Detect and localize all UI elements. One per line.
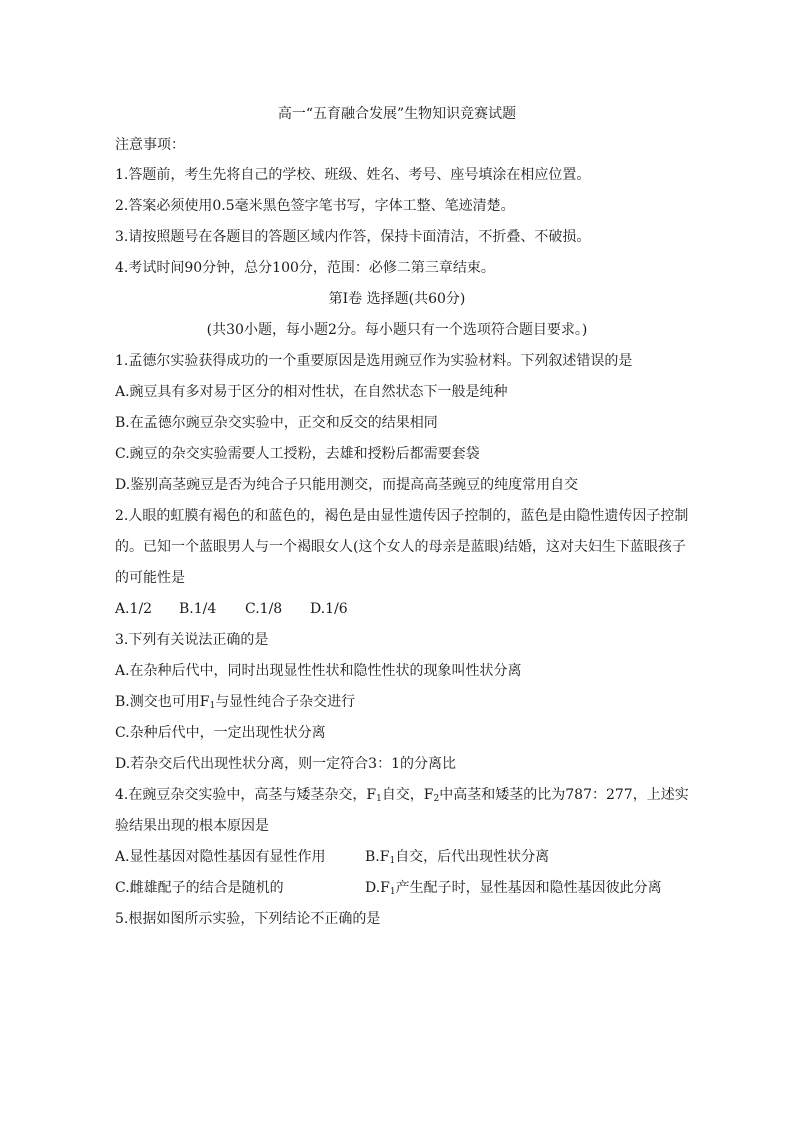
question-2-option-d: D.1/6 bbox=[310, 601, 348, 617]
q3-b-text: 与显性纯合子杂交进行 bbox=[215, 694, 356, 710]
question-2-options bbox=[115, 600, 348, 618]
subscript: 1 bbox=[376, 794, 382, 804]
exam-title: 高一“五育融合发展”生物知识竞赛试题 bbox=[277, 106, 517, 122]
notice-item: 3.请按照题号在各题目的答题区域内作答，保持卡面清洁，不折叠、不破损。 bbox=[115, 229, 591, 245]
subscript: 1 bbox=[389, 856, 396, 866]
question-2-option-c: C.1/8 bbox=[245, 601, 283, 617]
q4-text: 自交，F bbox=[381, 787, 434, 803]
question-2-stem-line: 的可能性是 bbox=[115, 570, 185, 586]
q4-text: 产生配子时，显性基因和隐性基因彼此分离 bbox=[395, 880, 662, 896]
notice-item: 1.答题前，考生先将自己的学校、班级、姓名、考号、座号填涂在相应位置。 bbox=[115, 167, 591, 183]
question-4-option-b bbox=[365, 849, 549, 865]
q4-text: D.F bbox=[365, 880, 390, 896]
question-2-option-a: A.1/2 bbox=[115, 601, 153, 617]
question-1-option-c: C.豌豆的杂交实验需要人工授粉，去雄和授粉后都需要套袋 bbox=[115, 446, 480, 462]
notice-item: 2.答案必须使用0.5毫米黑色签字笔书写，字体工整、笔迹清楚。 bbox=[115, 198, 515, 214]
question-4-stem-line: 验结果出现的根本原因是 bbox=[115, 818, 269, 834]
question-4-option-c: C.雌雄配子的结合是随机的 bbox=[115, 880, 284, 896]
question-4-stem-line bbox=[115, 786, 689, 804]
question-3-option-c: C.杂种后代中，一定出现性状分离 bbox=[115, 725, 326, 741]
question-2-stem-line: 2.人眼的虹膜有褐色的和蓝色的，褐色是由显性遗传因子控制的，蓝色是由隐性遗传因子控制 bbox=[115, 508, 689, 524]
subscript: 1 bbox=[209, 701, 216, 711]
question-1-stem: 1.孟德尔实验获得成功的一个重要原因是选用豌豆作为实验材料。下列叙述错误的是 bbox=[115, 353, 633, 369]
question-4-option-d bbox=[365, 880, 662, 896]
question-1-option-d: D.鉴别高茎豌豆是否为纯合子只能用测交，而提高高茎豌豆的纯度常用自交 bbox=[115, 477, 579, 493]
question-3-option-a: A.在杂种后代中，同时出现显性性状和隐性性状的现象叫性状分离 bbox=[115, 663, 522, 679]
question-5-stem: 5.根据如图所示实验，下列结论不正确的是 bbox=[115, 911, 381, 927]
section-subtitle: (共30小题，每小题2分。每小题只有一个选项符合题目要求。) bbox=[206, 322, 588, 338]
question-3-stem: 3.下列有关说法正确的是 bbox=[115, 632, 269, 648]
question-2-option-b: B.1/4 bbox=[179, 601, 217, 617]
subscript: 2 bbox=[433, 794, 440, 804]
question-4-options-row bbox=[115, 879, 662, 897]
q3-b-text: B.测交也可用F bbox=[115, 694, 210, 710]
question-3-option-d: D.若杂交后代出现性状分离，则一定符合3：1的分离比 bbox=[115, 756, 456, 772]
q4-text: 自交，后代出现性状分离 bbox=[395, 849, 550, 865]
question-2-stem-line: 的。已知一个蓝眼男人与一个褐眼女人(这个女人的母亲是蓝眼)结婚，这对夫妇生下蓝眼孩子 bbox=[115, 539, 686, 555]
question-4-option-a: A.显性基因对隐性基因有显性作用 bbox=[115, 849, 326, 865]
subscript: 1 bbox=[389, 887, 396, 897]
notice-item: 4.考试时间90分钟，总分100分，范围：必修二第三章结束。 bbox=[115, 260, 495, 276]
q4-text: B.F bbox=[365, 849, 390, 865]
question-3-option-b bbox=[115, 693, 355, 711]
question-1-option-a: A.豌豆具有多对易于区分的相对性状，在自然状态下一般是纯种 bbox=[115, 384, 508, 400]
q4-text: 4.在豌豆杂交实验中，高茎与矮茎杂交，F bbox=[115, 787, 377, 803]
question-4-options-row bbox=[115, 848, 549, 866]
q4-text: 中高茎和矮茎的比为787：277，上述实 bbox=[439, 787, 689, 803]
section-title: 第Ⅰ卷 选择题(共60分) bbox=[328, 291, 466, 307]
notice-heading: 注意事项： bbox=[115, 137, 185, 153]
question-1-option-b: B.在孟德尔豌豆杂交实验中，正交和反交的结果相同 bbox=[115, 415, 438, 431]
